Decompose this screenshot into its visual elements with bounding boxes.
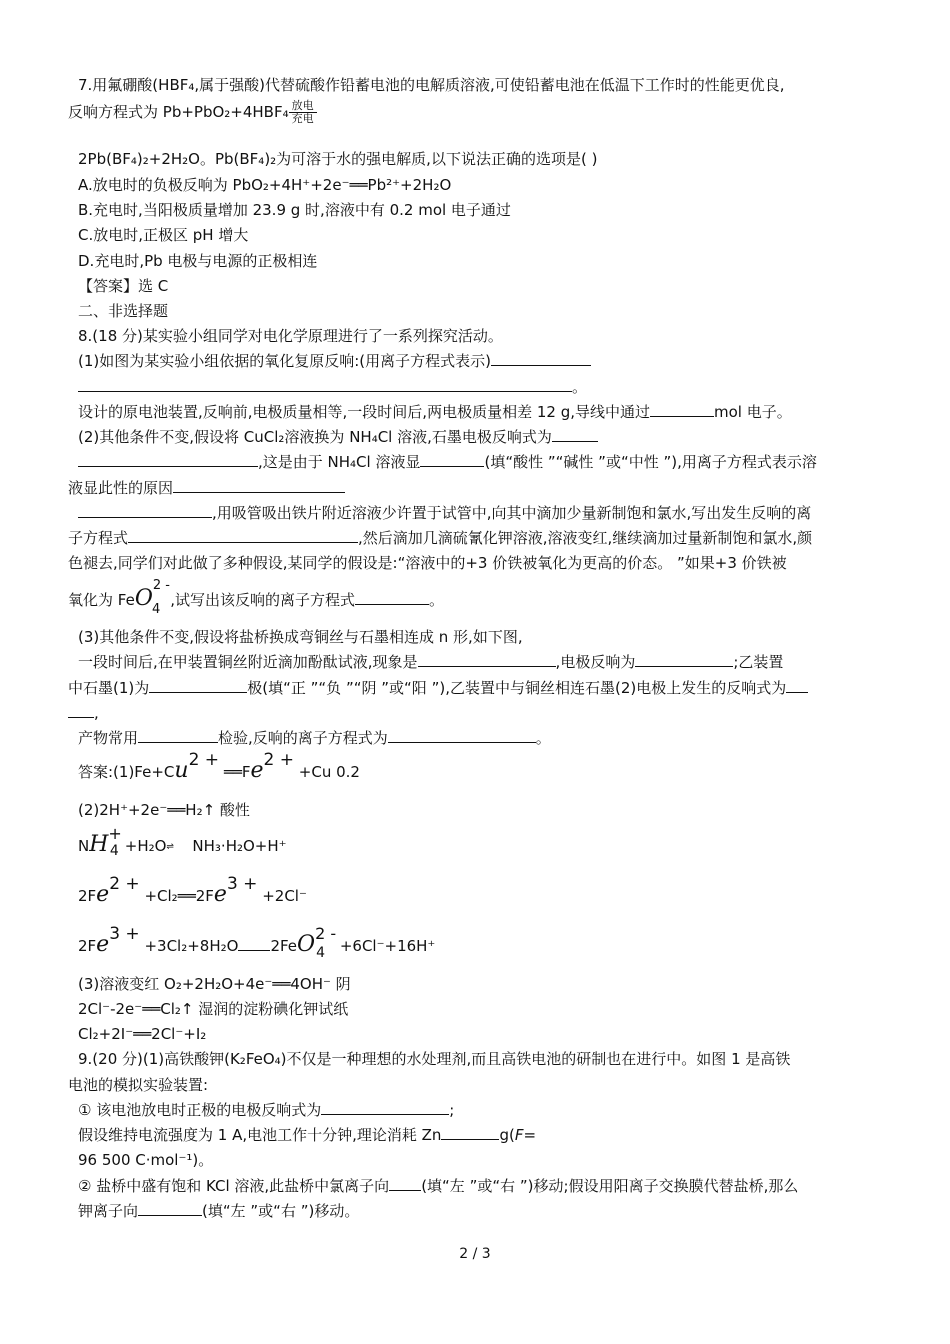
q7-option-d: D.充电时,Pb 电极与电源的正极相连 [78,252,318,270]
answer-blank[interactable] [128,528,358,543]
q7-stem-1: 7.用氟硼酸(HBF₄,属于强酸)代替硫酸作铅蓄电池的电解质溶液,可使铅蓄电池在低温下工作时的性能更优良, [78,76,785,94]
q7-option-c: C.放电时,正极区 pH 增大 [78,226,249,244]
reversible-arrow-icon: ⇌ [166,841,174,852]
q8-part3-line2: 一段时间后,在甲装置铜丝附近滴加酚酞试液,现象是 ,电极反响为 ;乙装置 [78,653,784,671]
answer-blank[interactable] [78,503,212,518]
q8-part2-line6: 色褪去,同学们对此做了多种假设,某同学的假设是:“溶液中的+3 价铁被氧化为更高的价态。 ”如果+3 价铁被 [68,554,787,572]
q7-answer: 【答案】选 C [78,277,169,295]
q7-option-b: B.充电时,当阳极质量增加 23.9 g 时,溶液中有 0.2 mol 电子通过 [78,201,511,219]
answer-blank[interactable] [786,678,808,693]
answer-line-2: (2)2H⁺+2e⁻══H₂↑ 酸性 [78,801,250,819]
q8-part2-line7: 氧化为 FeO2 -4,试写出该反响的离子方程式 。 [68,578,445,617]
answer-blank[interactable] [441,1125,499,1140]
q8-part1-line3: 设计的原电池装置,反响前,电极质量相等,一段时间后,两电极质量相差 12 g,导线中通过 mol 电子。 [78,403,792,421]
q8-part1-line2: 。 [78,376,880,398]
q8-part2-line5: 子方程式 ,然后滴加几滴硫氰化钾溶液,溶液变红,继续滴加过量新制饱和氯水,颜 [68,529,813,547]
answer-blank[interactable] [355,590,429,605]
answer-line-5: 2Fe3 + +3Cl₂+8H₂O 2FeO2 -4 +6Cl⁻+16H⁺ [78,924,436,961]
q8-part3-line5: 产物常用 检验,反响的离子方程式为 。 [78,729,551,747]
q8-part3-line3: 中石墨(1)为 极(填“正 ”“负 ”“阴 ”或“阳 ”),乙装置中与铜丝相连石墨(2)电极上发生的反响式为 [68,677,880,699]
q8-part2-line1: (2)其他条件不变,假设将 CuCl₂溶液换为 NH₄Cl 溶液,石墨电极反响式为 [78,426,880,448]
answer-blank[interactable] [138,728,218,743]
answer-blank[interactable] [552,427,598,442]
answer-line-4: 2Fe2 + +Cl₂══2Fe3 + +2Cl⁻ [78,874,307,907]
answer-line-6: (3)溶液变红 O₂+2H₂O+4e⁻══4OH⁻ 阴 [78,975,351,993]
answer-blank[interactable] [635,652,733,667]
q8-part3-line1: (3)其他条件不变,假设将盐桥换成弯铜丝与石墨相连成 n 形,如下图, [78,628,523,646]
answer-blank[interactable] [68,703,94,718]
q9-line-3: ① 该电池放电时正极的电极反响式为 ; [78,1101,455,1119]
q9-line-4: 假设维持电流强度为 1 A,电池工作十分钟,理论消耗 Zn g(F= [78,1126,537,1144]
q9-line-1: 9.(20 分)(1)高铁酸钾(K₂FeO₄)不仅是一种理想的水处理剂,而且高铁电池的研制也在进行中。如图 1 是高铁 [78,1050,791,1068]
q8-title: 8.(18 分)某实验小组同学对电化学原理进行了一系列探究活动。 [78,327,503,345]
answer-blank[interactable] [138,1201,202,1216]
answer-blank[interactable] [418,652,556,667]
q9-line-2: 电池的模拟实验装置: [68,1076,209,1094]
answer-blank[interactable] [78,452,258,467]
answer-blank[interactable] [149,678,247,693]
q9-line-5: 96 500 C·mol⁻¹)。 [78,1151,214,1169]
q7-stem-2: 反响方程式为 Pb+PbO₂+4HBF₄ 放电 充电 [68,100,880,125]
answer-blank[interactable] [650,402,714,417]
answer-line-7: 2Cl⁻-2e⁻══Cl₂↑ 湿润的淀粉碘化钾试纸 [78,1000,349,1018]
answer-blank[interactable] [321,1100,449,1115]
q8-part2-line2: ,这是由于 NH₄Cl 溶液显 (填“酸性 ”“碱性 ”或“中性 ”),用离子方程式表示溶 [78,451,880,473]
section-heading: 二、非选择题 [78,302,169,320]
q9-line-6: ② 盐桥中盛有饱和 KCl 溶液,此盐桥中氯离子向 (填“左 ”或“右 ”)移动;假设用阳离子交换膜代替盐桥,那么 [78,1177,799,1195]
q8-part2-line3: 液显此性的原因 [68,477,880,499]
answer-blank[interactable] [388,728,536,743]
page-number: 2 / 3 [459,1246,491,1262]
answer-blank[interactable] [389,1176,421,1191]
answer-blank[interactable] [420,452,484,467]
q8-part3-line4: , [68,702,880,724]
answer-line-3: NH+4 +H₂O⇌ NH₃·H₂O+H⁺ [78,824,287,859]
q7-stem-3: 2Pb(BF₄)₂+2H₂O。Pb(BF₄)₂为可溶于水的强电解质,以下说法正确的选项是( ) [78,150,598,168]
answer-blank[interactable] [491,351,591,366]
answer-blank[interactable] [173,478,345,493]
q8-part2-line4: ,用吸管吸出铁片附近溶液少许置于试管中,向其中滴加少量新制饱和氯水,写出发生反响的离 [78,502,880,524]
answer-line-8: Cl₂+2I⁻══2Cl⁻+I₂ [78,1025,207,1043]
q7-option-a: A.放电时的负极反响为 PbO₂+4H⁺+2e⁻══Pb²⁺+2H₂O [78,176,452,194]
answer-blank[interactable] [78,377,572,392]
discharge-charge-arrow: 放电 充电 [289,100,317,125]
equals-line [238,942,270,951]
q9-line-7: 钾离子向 (填“左 ”或“右 ”)移动。 [78,1202,360,1220]
answer-line-1: 答案:(1)Fe+Cu2 + ══Fe2 + +Cu 0.2 [78,750,360,783]
q8-part1-line1: (1)如图为某实验小组依据的氧化复原反响:(用离子方程式表示) [78,350,880,372]
